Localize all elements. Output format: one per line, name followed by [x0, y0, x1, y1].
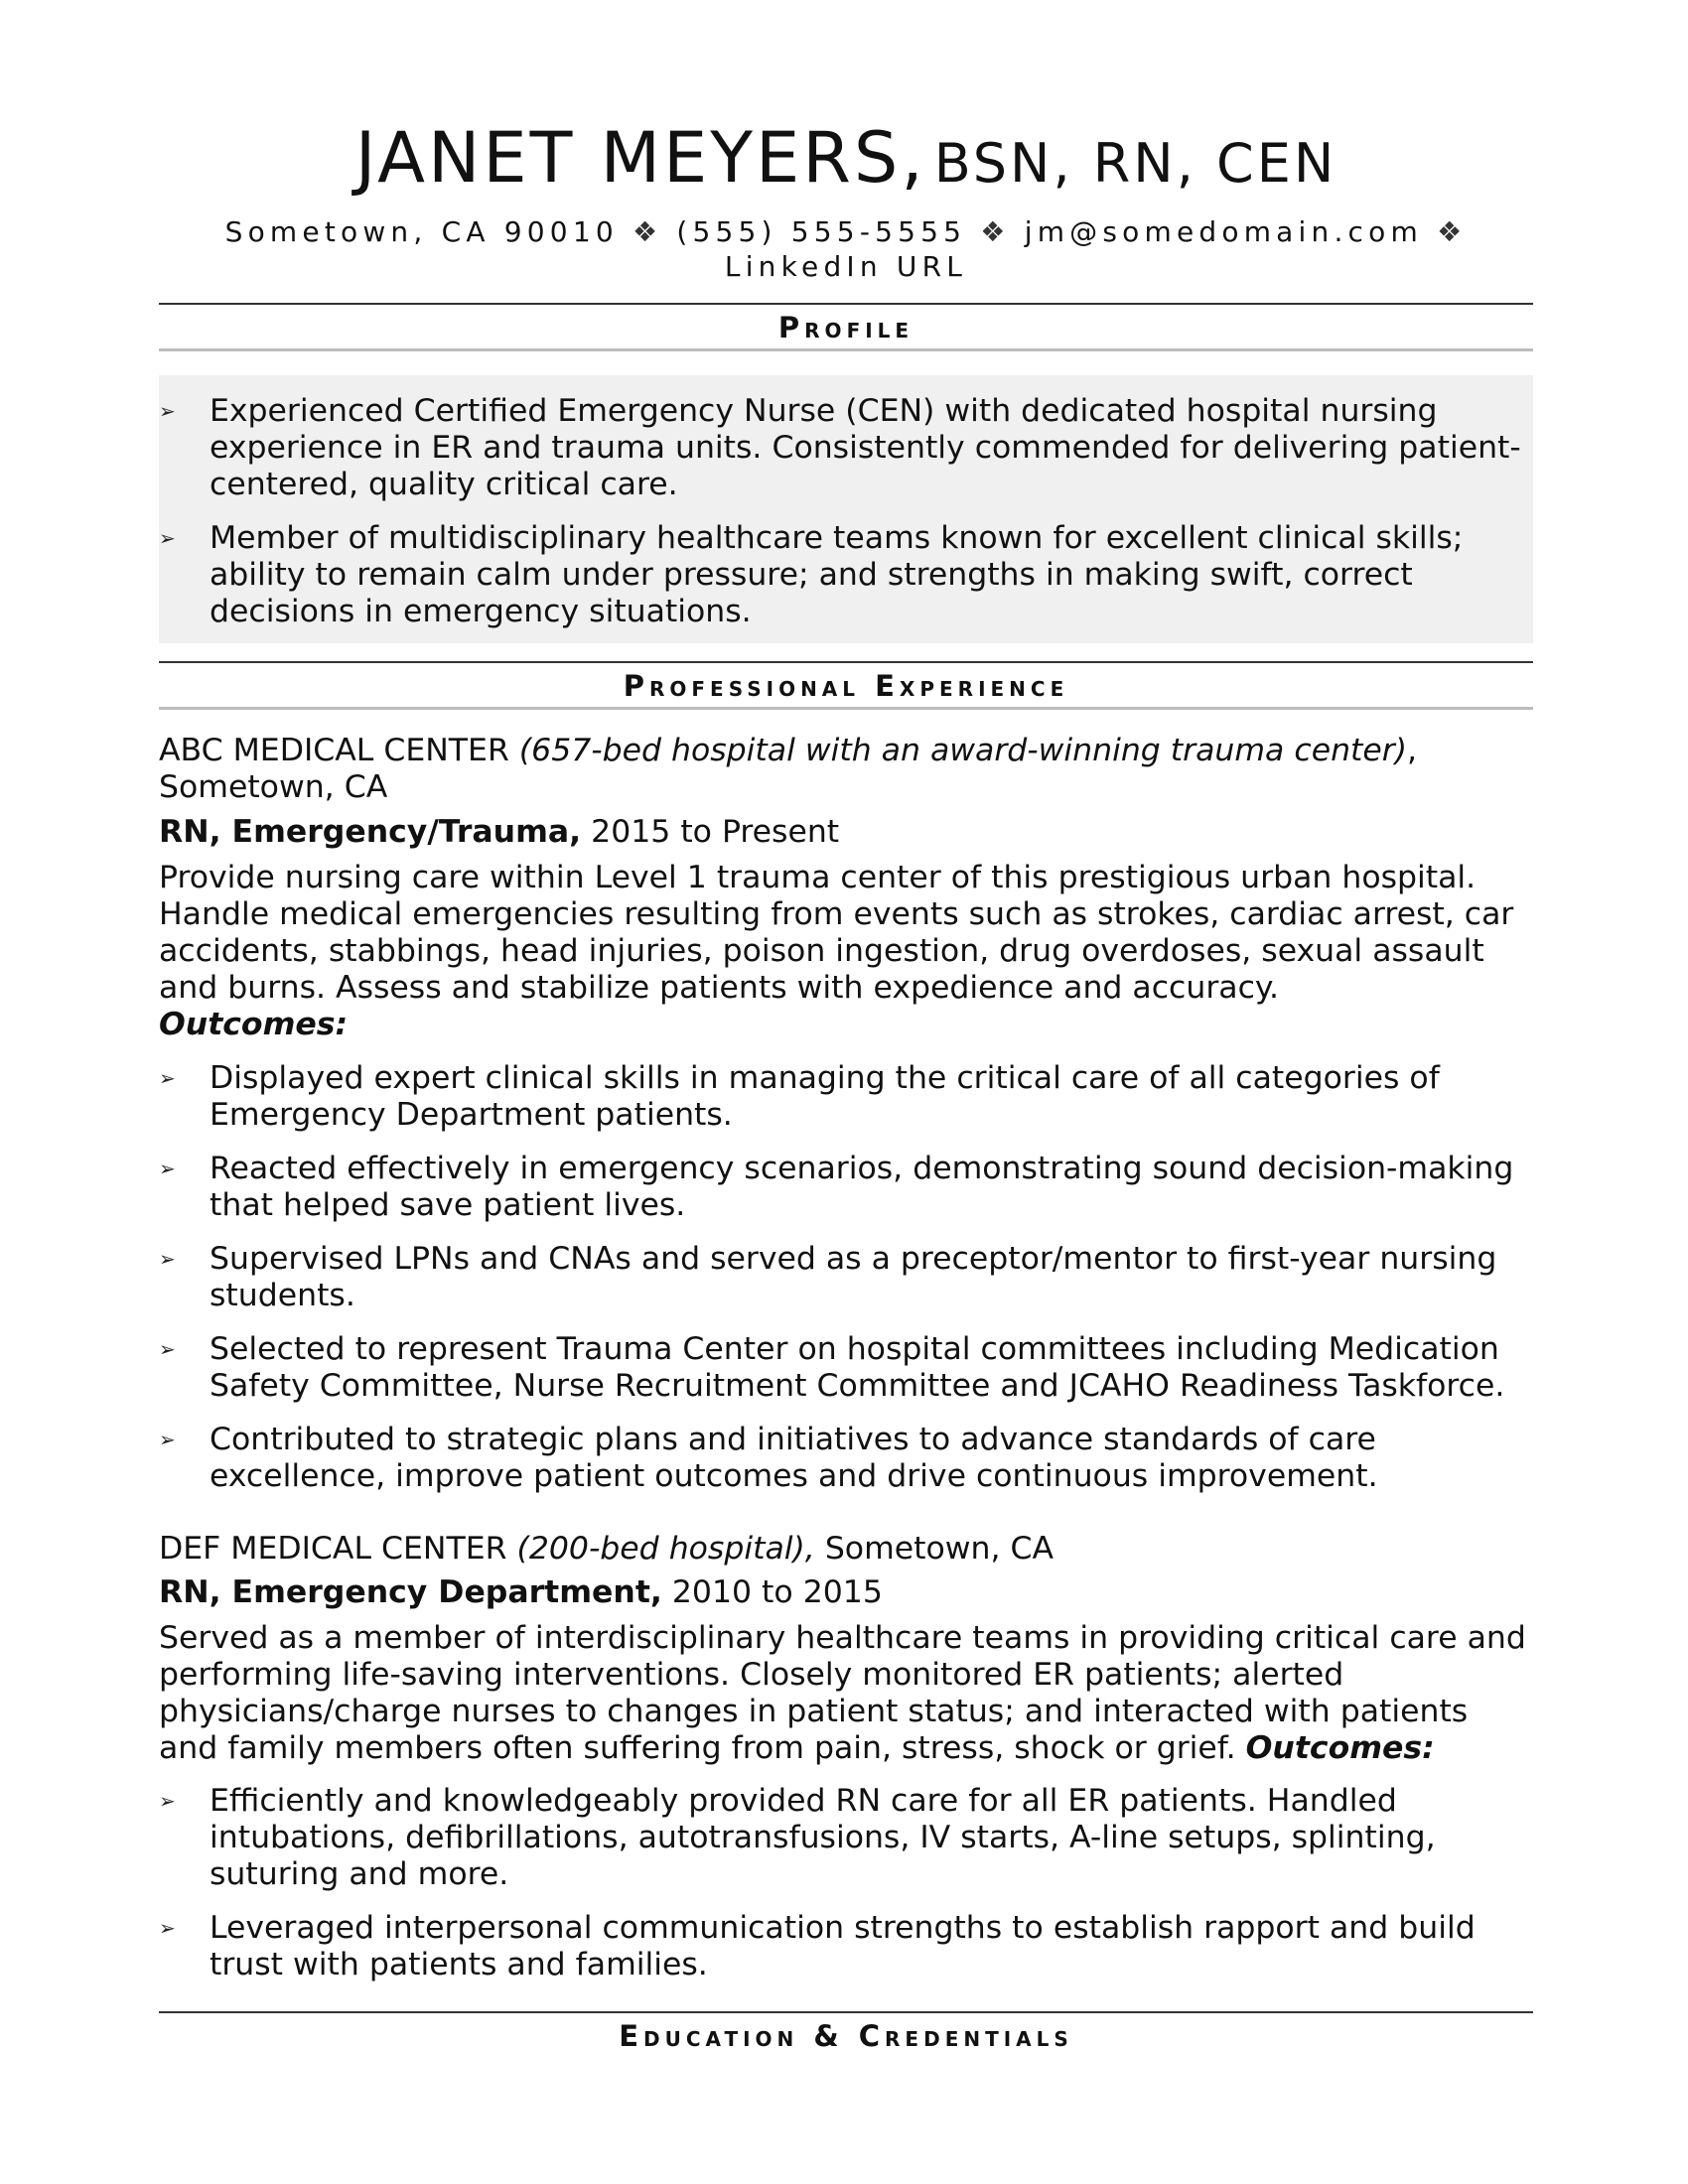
job-2-org-line — [159, 1531, 1533, 1568]
list-item: ➢ Member of multidisciplinary healthcare teams known for excellent clinical skills; ability to remain calm under pressure; and strengths in making swift, correct decisions in emergency situations. — [159, 520, 1464, 629]
contact-separator: ❖ — [632, 215, 663, 248]
arrow-bullet-icon: ➢ — [159, 526, 176, 550]
arrow-bullet-icon: ➢ — [159, 399, 176, 423]
name-credentials: BSN, RN, CEN — [933, 132, 1337, 195]
list-item: ➢ Contributed to strategic plans and initiatives to advance standards of care excellence, improve patient outcomes and drive continuous improvement. — [159, 1422, 1378, 1494]
job-org-desc: (657-bed hospital with an award-winning trauma center) — [518, 733, 1408, 768]
arrow-bullet-icon: ➢ — [159, 1916, 176, 1940]
contact-line — [159, 214, 1533, 284]
arrow-bullet-icon: ➢ — [159, 1247, 176, 1271]
arrow-bullet-icon: ➢ — [159, 1428, 176, 1451]
contact-email[interactable]: jm@somedomain.com — [1024, 215, 1423, 248]
job-location: Sometown, CA — [824, 1531, 1055, 1567]
job-dates: 2015 to Present — [591, 814, 840, 850]
arrow-bullet-icon: ➢ — [159, 1157, 176, 1180]
contact-separator: ❖ — [1437, 215, 1468, 248]
section-rule-top — [159, 2011, 1533, 2013]
education-heading: Education & Credentials — [619, 2019, 1073, 2053]
job-2-role-line — [159, 1574, 1533, 1611]
job-1-outcomes — [159, 1060, 1533, 1512]
candidate-name — [159, 117, 1533, 199]
experience-heading: Professional Experience — [623, 669, 1069, 703]
arrow-bullet-icon: ➢ — [159, 1066, 176, 1090]
section-rule-bottom — [159, 707, 1533, 710]
contact-phone: (555) 555-5555 — [676, 215, 967, 248]
list-item: ➢ Selected to represent Trauma Center on hospital committees including Medication Safety Committee, Nurse Recruitment Committee and JCAHO Readiness Taskforce. — [159, 1331, 1505, 1404]
job-org-desc: (200-bed hospital), — [516, 1531, 815, 1567]
job-1-summary: Provide nursing care within Level 1 trauma center of this prestigious urban hospital. Handle medical emergencies resulting from events such as strokes, cardiac arrest, car accidents, stabbings, head injuries, poison ingestion, drug overdoses, sexual assault and burns. Assess and stabilize patients with expedience and accuracy. — [159, 860, 1514, 1006]
job-1-org-line: ABC MEDICAL CENTER (657-bed hospital with an award-winning trauma center), Sometown, CA — [159, 733, 1418, 805]
job-2-summary: Served as a member of interdisciplinary healthcare teams in providing critical care and performing life-saving interventions. Closely monitored ER patients; alerted physicians/charge nurses to changes in patient status; and interacted with patients and family members often suffering from pain, stress, shock or grief. Outcomes: — [159, 1620, 1526, 1766]
section-rule-top — [159, 303, 1533, 305]
contact-location: Sometown, CA 90010 — [224, 215, 619, 248]
list-item: ➢ Displayed expert clinical skills in managing the critical care of all categories of Emergency Department patients. — [159, 1060, 1440, 1133]
profile-heading: Profile — [777, 311, 914, 344]
job-2-outcomes-label: Outcomes: — [1245, 1730, 1435, 1766]
list-item: ➢ Supervised LPNs and CNAs and served as a preceptor/mentor to first-year nursing students. — [159, 1241, 1497, 1313]
job-dates: 2010 to 2015 — [671, 1574, 883, 1610]
list-item: ➢ Experienced Certified Emergency Nurse (CEN) with dedicated hospital nursing experience in ER and trauma units. Consistently commended for delivering patient-centered, quality critical care. — [159, 393, 1521, 502]
section-rule-bottom — [159, 348, 1533, 351]
name-text: JANET MEYERS, — [354, 117, 926, 199]
job-org: DEF MEDICAL CENTER — [159, 1531, 507, 1567]
job-org: ABC MEDICAL CENTER — [159, 733, 509, 768]
section-rule-top — [159, 661, 1533, 663]
list-item: ➢ Reacted effectively in emergency scenarios, demonstrating sound decision-making that helped save patient lives. — [159, 1151, 1514, 1223]
job-role: RN, Emergency Department, — [159, 1574, 662, 1610]
contact-separator: ❖ — [980, 215, 1011, 248]
job-location: Sometown, CA — [159, 769, 388, 805]
job-1-role-line — [159, 814, 1533, 851]
profile-bullets — [159, 393, 1533, 647]
job-1-outcomes-label: Outcomes: — [159, 1007, 349, 1042]
job-role: RN, Emergency/Trauma, — [159, 814, 582, 850]
job-2-outcomes — [159, 1783, 1533, 2000]
contact-linkedin[interactable]: LinkedIn URL — [724, 250, 968, 283]
list-item: ➢ Leveraged interpersonal communication strengths to establish rapport and build trust with patients and families. — [159, 1910, 1476, 1982]
list-item: ➢ Efficiently and knowledgeably provided RN care for all ER patients. Handled intubations, defibrillations, autotransfusions, IV starts, A-line setups, splinting, suturing and more. — [159, 1783, 1436, 1892]
arrow-bullet-icon: ➢ — [159, 1789, 176, 1813]
arrow-bullet-icon: ➢ — [159, 1337, 176, 1361]
